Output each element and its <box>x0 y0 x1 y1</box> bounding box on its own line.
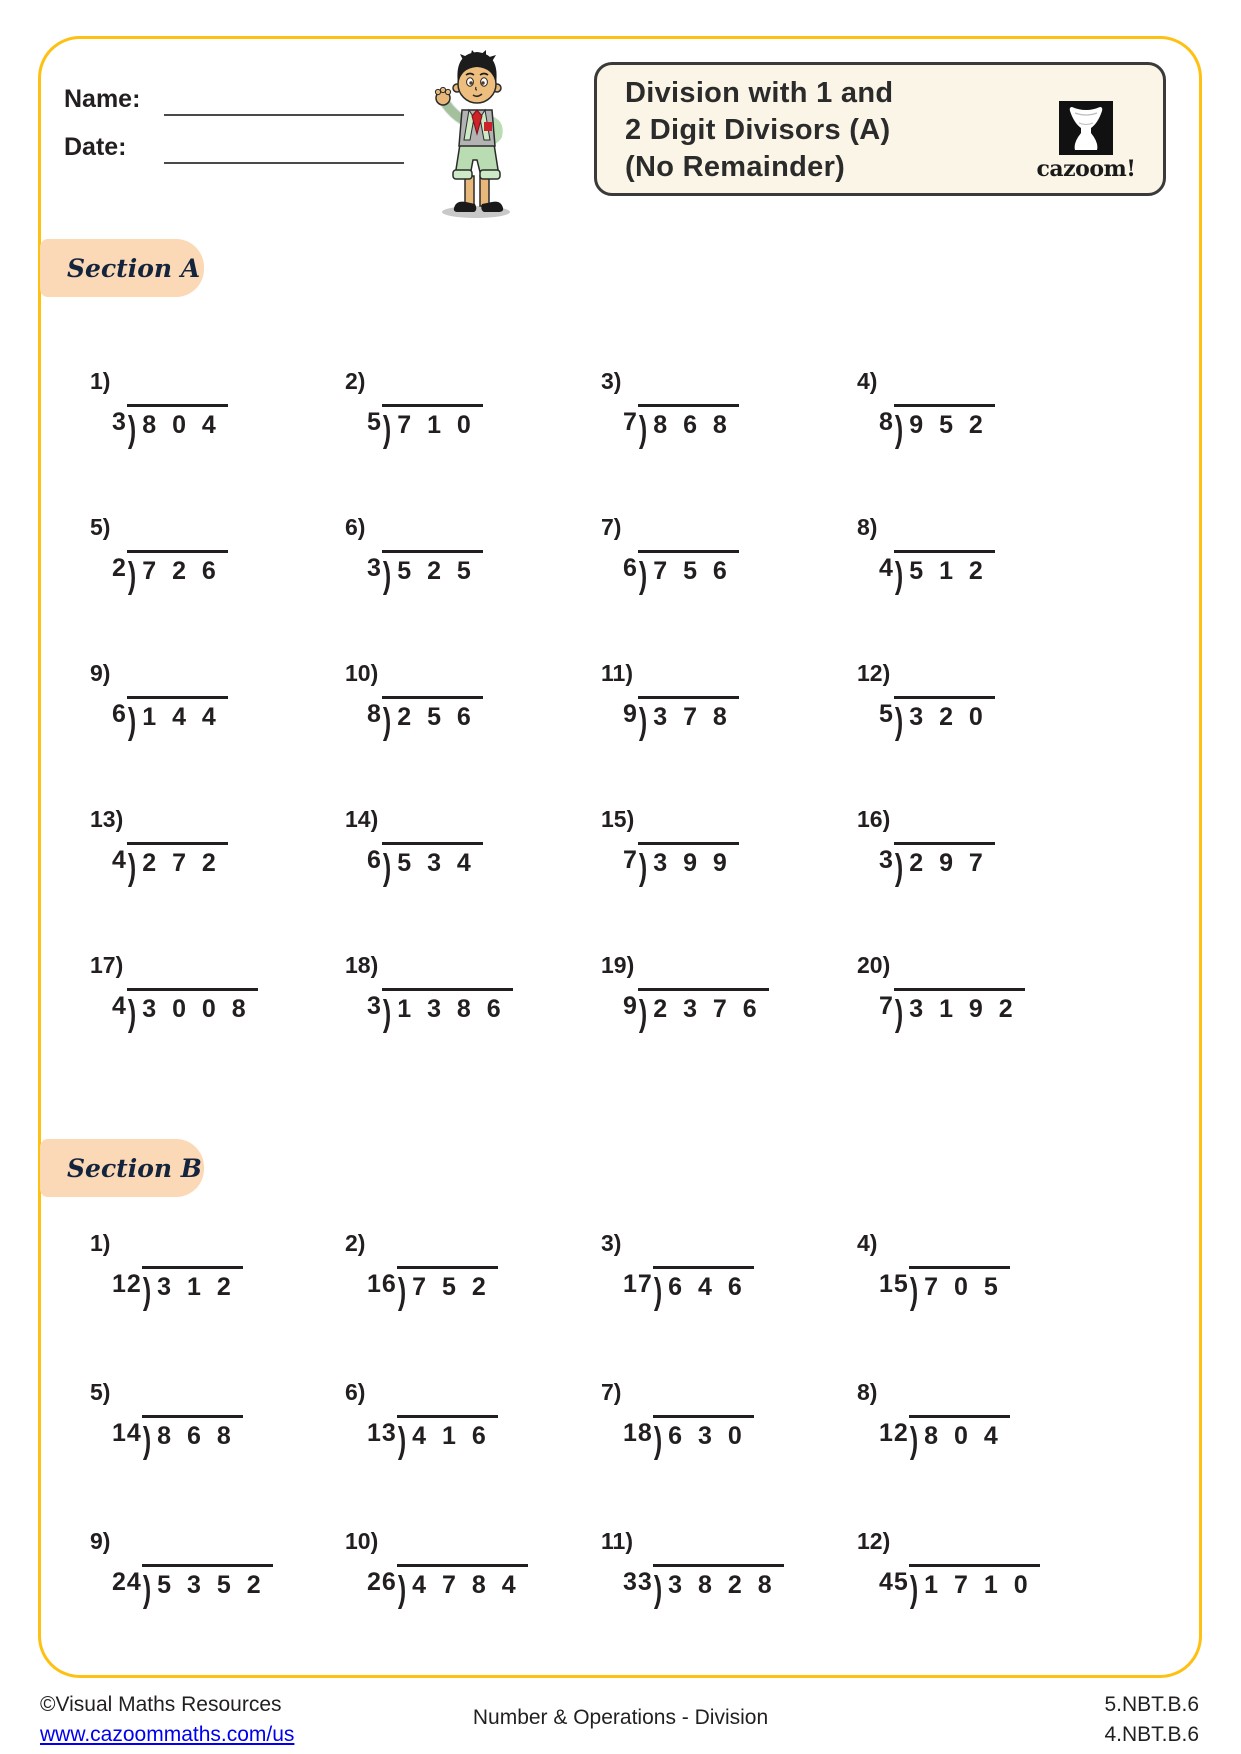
division-problem <box>843 368 1154 514</box>
title-line-1: Division with 1 and <box>625 77 894 109</box>
logo-wordmark: cazoom! <box>1036 156 1136 182</box>
division-problem <box>76 368 331 514</box>
divisor-value: 6 <box>367 846 382 874</box>
problem-number: 7) <box>601 514 622 540</box>
problem-number: 11) <box>601 660 633 686</box>
divisor-value: 3 <box>367 992 382 1020</box>
division-bracket-icon: ) <box>382 993 392 1035</box>
division-overline <box>638 696 739 743</box>
dividend-value: 2 5 6 <box>397 703 473 731</box>
division-problem <box>331 368 587 514</box>
problem-number: 15) <box>601 806 635 832</box>
long-division-expression <box>623 988 769 1035</box>
problem-number: 19) <box>601 952 635 978</box>
division-problem <box>587 660 843 806</box>
division-problem <box>587 514 843 660</box>
long-division-expression <box>112 1564 273 1611</box>
division-problem <box>76 1379 331 1528</box>
division-problem <box>587 1230 843 1379</box>
problem-number: 7) <box>601 1379 622 1405</box>
long-division-expression <box>879 550 995 597</box>
division-overline <box>653 1415 754 1462</box>
divisor-value: 5 <box>367 408 382 436</box>
divisor-value: 6 <box>623 554 638 582</box>
title-line-2: 2 Digit Divisors (A) <box>625 114 891 146</box>
division-overline <box>653 1564 784 1611</box>
divisor-value: 24 <box>112 1568 142 1596</box>
footer-website-link[interactable]: www.cazoommaths.com/us <box>40 1723 295 1746</box>
dividend-value: 3 0 0 8 <box>142 995 248 1023</box>
divisor-value: 4 <box>112 846 127 874</box>
divisor-value: 5 <box>879 700 894 728</box>
footer-category: Number & Operations - Division <box>472 1706 769 1729</box>
divisor-value: 7 <box>623 846 638 874</box>
division-bracket-icon: ) <box>127 701 137 743</box>
divisor-value: 3 <box>112 408 127 436</box>
problem-number: 5) <box>90 1379 111 1405</box>
division-bracket-icon: ) <box>894 993 904 1035</box>
divisor-value: 16 <box>367 1270 397 1298</box>
long-division-expression <box>623 1266 754 1313</box>
long-division-expression <box>879 1266 1010 1313</box>
divisor-value: 8 <box>367 700 382 728</box>
dividend-value: 6 4 6 <box>668 1273 744 1301</box>
dividend-value: 3 8 2 8 <box>668 1571 774 1599</box>
long-division-expression <box>623 550 739 597</box>
divisor-value: 6 <box>112 700 127 728</box>
date-input-line <box>164 134 404 164</box>
problem-number: 6) <box>345 1379 366 1405</box>
division-problem <box>331 1379 587 1528</box>
dividend-value: 2 3 7 6 <box>653 995 759 1023</box>
problem-number: 9) <box>90 1528 111 1554</box>
division-bracket-icon: ) <box>638 701 648 743</box>
footer-standards-block <box>1104 1690 1199 1750</box>
long-division-expression <box>367 1564 528 1611</box>
division-overline <box>638 550 739 597</box>
divisor-value: 9 <box>623 992 638 1020</box>
long-division-expression <box>879 1564 1040 1611</box>
drum-icon <box>1059 101 1113 155</box>
division-bracket-icon: ) <box>127 409 137 451</box>
dividend-value: 5 3 5 2 <box>157 1571 263 1599</box>
division-bracket-icon: ) <box>909 1420 919 1462</box>
division-overline <box>127 550 228 597</box>
problem-number: 4) <box>857 1230 878 1256</box>
division-overline <box>382 988 513 1035</box>
division-bracket-icon: ) <box>653 1271 663 1313</box>
division-bracket-icon: ) <box>894 555 904 597</box>
dividend-value: 1 4 4 <box>142 703 218 731</box>
divisor-value: 4 <box>112 992 127 1020</box>
division-overline <box>653 1266 754 1313</box>
problem-number: 1) <box>90 368 111 394</box>
standard-code-2: 4.NBT.B.6 <box>1104 1723 1199 1746</box>
division-problem <box>331 660 587 806</box>
long-division-expression <box>623 1564 784 1611</box>
problem-number: 8) <box>857 514 878 540</box>
division-bracket-icon: ) <box>382 409 392 451</box>
divisor-value: 9 <box>623 700 638 728</box>
dividend-value: 8 0 4 <box>142 411 218 439</box>
long-division-expression <box>623 696 739 743</box>
division-problem <box>331 1528 587 1677</box>
dividend-value: 8 0 4 <box>924 1422 1000 1450</box>
division-bracket-icon: ) <box>653 1420 663 1462</box>
division-problem <box>76 806 331 952</box>
division-problem <box>76 1230 331 1379</box>
division-bracket-icon: ) <box>127 555 137 597</box>
divisor-value: 7 <box>879 992 894 1020</box>
divisor-value: 12 <box>112 1270 142 1298</box>
section-b-title: Section B <box>67 1153 202 1183</box>
division-problem <box>587 368 843 514</box>
division-bracket-icon: ) <box>638 409 648 451</box>
problem-number: 2) <box>345 368 366 394</box>
divisor-value: 12 <box>879 1419 909 1447</box>
division-overline <box>894 988 1025 1035</box>
division-bracket-icon: ) <box>638 993 648 1035</box>
problem-number: 14) <box>345 806 379 832</box>
division-overline <box>127 988 258 1035</box>
dividend-value: 3 9 9 <box>653 849 729 877</box>
divisor-value: 26 <box>367 1568 397 1596</box>
section-a-problem-grid <box>76 368 1154 1098</box>
dividend-value: 3 7 8 <box>653 703 729 731</box>
problem-number: 20) <box>857 952 891 978</box>
division-problem <box>587 806 843 952</box>
long-division-expression <box>112 550 228 597</box>
division-overline <box>894 842 995 889</box>
division-overline <box>142 1415 243 1462</box>
division-bracket-icon: ) <box>142 1271 152 1313</box>
date-label: Date: <box>64 133 127 161</box>
problem-number: 9) <box>90 660 111 686</box>
division-bracket-icon: ) <box>638 847 648 889</box>
division-problem <box>76 514 331 660</box>
dividend-value: 3 2 0 <box>909 703 985 731</box>
division-bracket-icon: ) <box>127 847 137 889</box>
division-overline <box>397 1564 528 1611</box>
division-overline <box>909 1266 1010 1313</box>
division-problem <box>843 660 1154 806</box>
problem-number: 2) <box>345 1230 366 1256</box>
long-division-expression <box>623 404 739 451</box>
name-input-line <box>164 86 404 116</box>
division-bracket-icon: ) <box>397 1271 407 1313</box>
division-bracket-icon: ) <box>382 701 392 743</box>
division-overline <box>142 1564 273 1611</box>
long-division-expression <box>879 696 995 743</box>
division-overline <box>382 550 483 597</box>
problem-number: 16) <box>857 806 891 832</box>
division-overline <box>894 696 995 743</box>
long-division-expression <box>367 550 483 597</box>
division-bracket-icon: ) <box>142 1420 152 1462</box>
division-overline <box>127 696 228 743</box>
long-division-expression <box>112 988 258 1035</box>
division-bracket-icon: ) <box>894 409 904 451</box>
long-division-expression <box>367 1266 498 1313</box>
name-date-block <box>64 76 404 172</box>
division-overline <box>142 1266 243 1313</box>
division-overline <box>638 842 739 889</box>
dividend-value: 7 5 6 <box>653 557 729 585</box>
division-problem <box>587 1528 843 1677</box>
name-label: Name: <box>64 85 141 113</box>
long-division-expression <box>623 842 739 889</box>
section-b-header <box>40 1139 204 1197</box>
dividend-value: 2 7 2 <box>142 849 218 877</box>
dividend-value: 3 1 2 <box>157 1273 233 1301</box>
division-overline <box>382 842 483 889</box>
dividend-value: 5 2 5 <box>397 557 473 585</box>
division-bracket-icon: ) <box>909 1569 919 1611</box>
dividend-value: 5 1 2 <box>909 557 985 585</box>
division-bracket-icon: ) <box>909 1271 919 1313</box>
problem-number: 13) <box>90 806 124 832</box>
division-bracket-icon: ) <box>638 555 648 597</box>
long-division-expression <box>879 404 995 451</box>
long-division-expression <box>112 1415 243 1462</box>
division-bracket-icon: ) <box>382 555 392 597</box>
boy-illustration <box>420 40 532 220</box>
division-problem <box>843 1379 1154 1528</box>
problem-number: 11) <box>601 1528 633 1554</box>
division-problem <box>76 660 331 806</box>
long-division-expression <box>367 1415 498 1462</box>
divisor-value: 3 <box>879 846 894 874</box>
long-division-expression <box>367 842 483 889</box>
dividend-value: 6 3 0 <box>668 1422 744 1450</box>
problem-number: 6) <box>345 514 366 540</box>
division-overline <box>127 404 228 451</box>
footer-copyright: ©Visual Maths Resources <box>40 1693 282 1716</box>
problem-number: 3) <box>601 1230 622 1256</box>
division-bracket-icon: ) <box>397 1420 407 1462</box>
division-problem <box>843 806 1154 952</box>
divisor-value: 4 <box>879 554 894 582</box>
worksheet-title-box <box>594 62 1166 196</box>
boy-icon <box>420 40 532 220</box>
division-overline <box>894 550 995 597</box>
long-division-expression <box>112 696 228 743</box>
problem-number: 3) <box>601 368 622 394</box>
section-a-title: Section A <box>67 253 201 283</box>
division-overline <box>382 404 483 451</box>
dividend-value: 4 1 6 <box>412 1422 488 1450</box>
division-bracket-icon: ) <box>382 847 392 889</box>
problem-number: 4) <box>857 368 878 394</box>
divisor-value: 13 <box>367 1419 397 1447</box>
divisor-value: 2 <box>112 554 127 582</box>
division-bracket-icon: ) <box>127 993 137 1035</box>
problem-number: 8) <box>857 1379 878 1405</box>
division-problem <box>587 952 843 1098</box>
long-division-expression <box>112 1266 243 1313</box>
division-overline <box>127 842 228 889</box>
long-division-expression <box>879 1415 1010 1462</box>
dividend-value: 7 5 2 <box>412 1273 488 1301</box>
division-overline <box>638 988 769 1035</box>
division-problem <box>331 952 587 1098</box>
divisor-value: 7 <box>623 408 638 436</box>
problem-number: 5) <box>90 514 111 540</box>
division-bracket-icon: ) <box>397 1569 407 1611</box>
dividend-value: 7 2 6 <box>142 557 218 585</box>
division-problem <box>843 1230 1154 1379</box>
cazoom-logo <box>1027 101 1145 182</box>
division-problem <box>587 1379 843 1528</box>
division-problem <box>331 514 587 660</box>
long-division-expression <box>367 696 483 743</box>
division-overline <box>909 1564 1040 1611</box>
long-division-expression <box>112 404 228 451</box>
long-division-expression <box>367 404 483 451</box>
section-b-problem-grid <box>76 1230 1154 1677</box>
title-line-3: (No Remainder) <box>625 151 846 183</box>
division-problem <box>843 514 1154 660</box>
dividend-value: 7 1 0 <box>397 411 473 439</box>
dividend-value: 4 7 8 4 <box>412 1571 518 1599</box>
standard-code-1: 5.NBT.B.6 <box>1104 1693 1199 1716</box>
dividend-value: 1 7 1 0 <box>924 1571 1030 1599</box>
dividend-value: 2 9 7 <box>909 849 985 877</box>
divisor-value: 14 <box>112 1419 142 1447</box>
dividend-value: 7 0 5 <box>924 1273 1000 1301</box>
division-overline <box>397 1266 498 1313</box>
divisor-value: 45 <box>879 1568 909 1596</box>
long-division-expression <box>879 842 995 889</box>
long-division-expression <box>879 988 1025 1035</box>
division-overline <box>909 1415 1010 1462</box>
dividend-value: 8 6 8 <box>653 411 729 439</box>
problem-number: 17) <box>90 952 124 978</box>
division-problem <box>76 952 331 1098</box>
divisor-value: 3 <box>367 554 382 582</box>
division-problem <box>331 1230 587 1379</box>
division-bracket-icon: ) <box>894 847 904 889</box>
long-division-expression <box>367 988 513 1035</box>
dividend-value: 8 6 8 <box>157 1422 233 1450</box>
division-bracket-icon: ) <box>894 701 904 743</box>
divisor-value: 17 <box>623 1270 653 1298</box>
division-overline <box>397 1415 498 1462</box>
section-a-header <box>40 239 204 297</box>
problem-number: 1) <box>90 1230 111 1256</box>
dividend-value: 5 3 4 <box>397 849 473 877</box>
problem-number: 10) <box>345 1528 379 1554</box>
division-overline <box>638 404 739 451</box>
problem-number: 12) <box>857 660 891 686</box>
dividend-value: 3 1 9 2 <box>909 995 1015 1023</box>
division-bracket-icon: ) <box>653 1569 663 1611</box>
divisor-value: 15 <box>879 1270 909 1298</box>
divisor-value: 8 <box>879 408 894 436</box>
problem-number: 18) <box>345 952 379 978</box>
division-problem <box>76 1528 331 1677</box>
division-problem <box>331 806 587 952</box>
division-bracket-icon: ) <box>142 1569 152 1611</box>
division-overline <box>894 404 995 451</box>
problem-number: 10) <box>345 660 379 686</box>
division-problem <box>843 952 1154 1098</box>
division-overline <box>382 696 483 743</box>
divisor-value: 33 <box>623 1568 653 1596</box>
divisor-value: 18 <box>623 1419 653 1447</box>
long-division-expression <box>623 1415 754 1462</box>
long-division-expression <box>112 842 228 889</box>
problem-number: 12) <box>857 1528 891 1554</box>
division-problem <box>843 1528 1154 1677</box>
dividend-value: 9 5 2 <box>909 411 985 439</box>
dividend-value: 1 3 8 6 <box>397 995 503 1023</box>
